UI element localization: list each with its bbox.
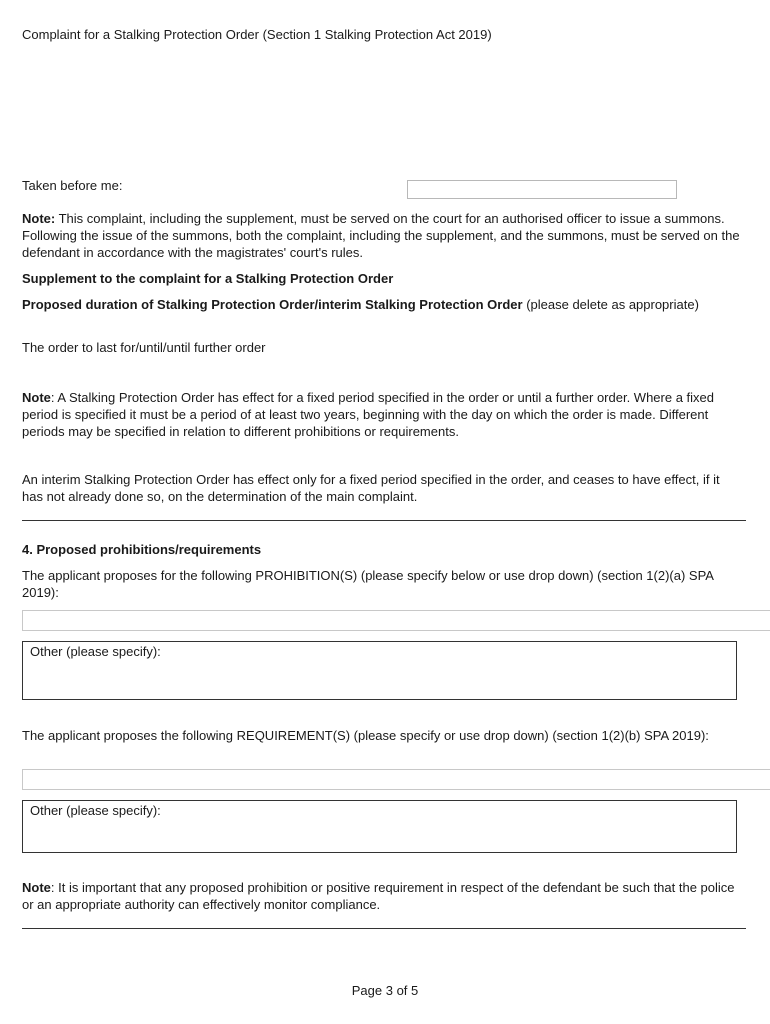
- order-duration-text: The order to last for/until/until further order: [22, 340, 266, 355]
- note-label: Note:: [22, 211, 56, 226]
- note-text: : A Stalking Protection Order has effect for a fixed period specified in the order or until a further order. Where a fixed period is specified it must be a period of at least two years, beginning with the day on which the order is made. Different periods may be specified in relation to different prohibitions or requirements.: [22, 390, 715, 439]
- divider: [22, 520, 746, 521]
- prohibitions-other-label: Other (please specify):: [30, 644, 161, 659]
- requirements-other-label: Other (please specify):: [30, 803, 161, 818]
- note-service: [22, 210, 740, 261]
- section-4-heading: 4. Proposed prohibitions/requirements: [22, 542, 262, 557]
- note-text: This complaint, including the supplement, must be served on the court for an authorised officer to issue a summons. Following the issue of the summons, both the complaint, including the supplement, and the summons, must be served on the defendant in accordance with the magistrates' court's rules.: [22, 211, 740, 260]
- prohibitions-intro: The applicant proposes for the following PROHIBITION(S) (please specify below or use drop down) (section 1(2)(a) SPA 2019):: [22, 568, 714, 600]
- form-title: Complaint for a Stalking Protection Order (Section 1 Stalking Protection Act 2019): [22, 27, 492, 42]
- requirements-intro: The applicant proposes the following REQUIREMENT(S) (please specify or use drop down) (section 1(2)(b) SPA 2019):: [22, 728, 709, 743]
- prohibitions-dropdown[interactable]: [22, 610, 770, 631]
- note-duration: [22, 389, 740, 440]
- page-number: Page 3 of 5: [351, 983, 419, 998]
- taken-before-input[interactable]: [407, 180, 677, 199]
- interim-order-text: An interim Stalking Protection Order has effect only for a fixed period specified in the order, and ceases to have effect, if it has not already done so, on the determination of the main complaint.: [22, 472, 720, 504]
- duration-heading-suffix: (please delete as appropriate): [522, 297, 699, 312]
- note-label: Note: [22, 880, 51, 895]
- note-text: : It is important that any proposed prohibition or positive requirement in respect of the defendant be such that the police or an appropriate authority can effectively monitor compliance.: [22, 880, 735, 912]
- duration-heading-bold: Proposed duration of Stalking Protection Order/interim Stalking Protection Order: [22, 297, 523, 312]
- taken-before-label: Taken before me:: [22, 178, 123, 193]
- requirements-dropdown[interactable]: [22, 769, 770, 790]
- prohibitions-other-field[interactable]: [22, 641, 737, 700]
- divider: [22, 928, 746, 929]
- requirements-other-field[interactable]: [22, 800, 737, 853]
- note-monitor: [22, 879, 740, 913]
- note-label: Note: [22, 390, 51, 405]
- supplement-heading: Supplement to the complaint for a Stalking Protection Order: [22, 271, 394, 286]
- duration-heading: [22, 296, 740, 313]
